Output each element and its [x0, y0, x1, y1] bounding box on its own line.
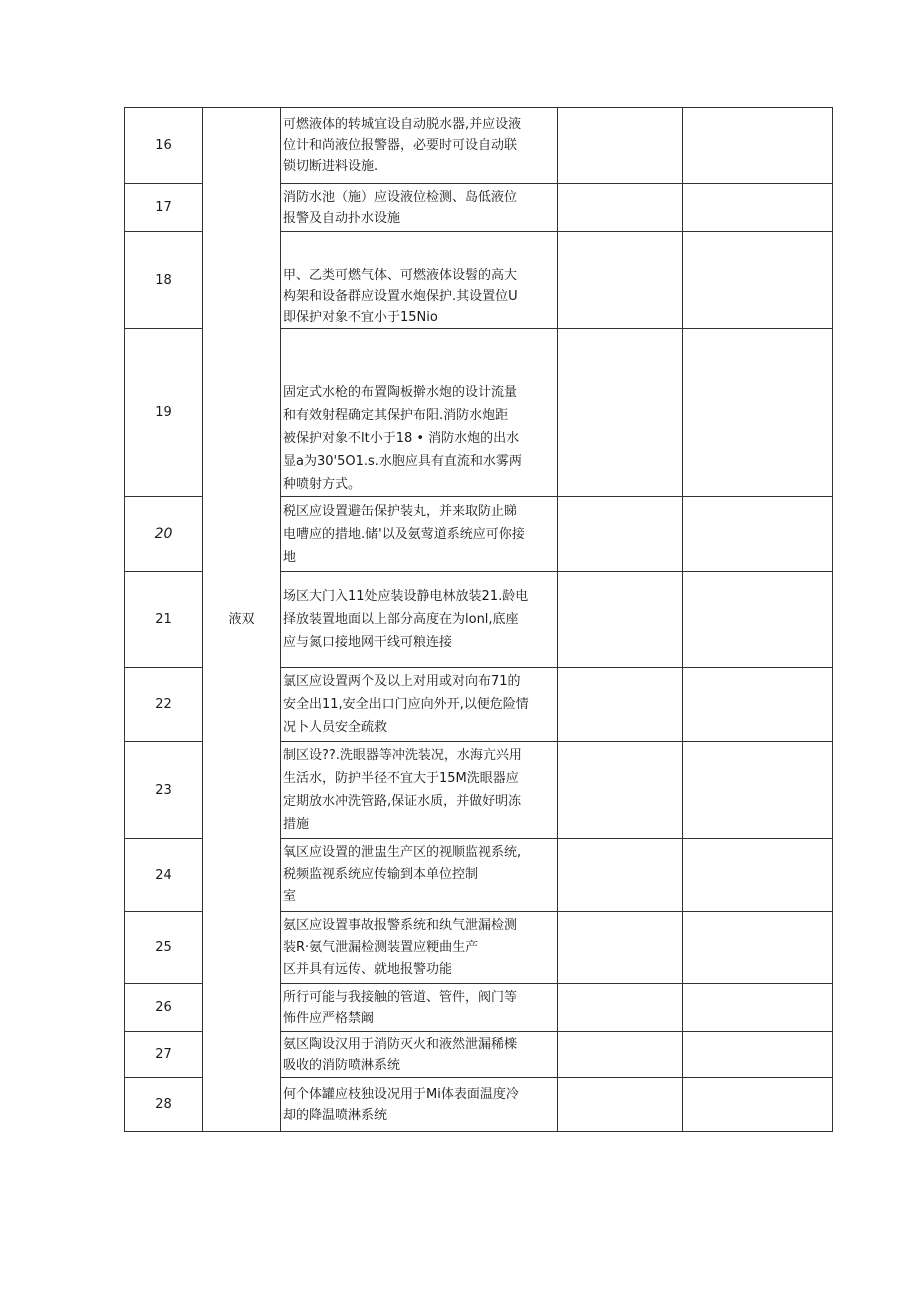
result-cell[interactable] — [558, 1032, 683, 1078]
remark-cell[interactable] — [683, 232, 833, 329]
requirement-text: 可燃液体的转城宜设自动脱水器,并应设液 位计和尚液位报警器，必要时可设自动联 锁切断进料设施. — [281, 108, 558, 184]
requirement-text: 制区设??.洗眼器等冲洗装况，水海亢兴用 生活水，防护半径不宜大于15M洗眼器应 定期放水冲洗管路,保证水质，并做好明冻 措施 — [281, 742, 558, 839]
requirement-text: 税区应设置避缶保护装丸，并来取防止睇 电嘈应的措地.储'以及氨莺道系统应可你接 地 — [281, 497, 558, 572]
result-cell[interactable] — [558, 984, 683, 1032]
remark-cell[interactable] — [683, 497, 833, 572]
row-number: 21 — [125, 572, 203, 668]
row-number: 28 — [125, 1078, 203, 1132]
row-number: 23 — [125, 742, 203, 839]
result-cell[interactable] — [558, 668, 683, 742]
requirement-text: 固定式水枪的布置陶板擀水炮的设计流量 和有效射程确定其保护布阳.消防水炮距 被保护对象不lt小于18 • 消防水炮的出水 显a为30'5O1.s.水胞应具有直流和水雾两 种喷射方式。 — [281, 329, 558, 497]
remark-cell[interactable] — [683, 1078, 833, 1132]
remark-cell[interactable] — [683, 912, 833, 984]
row-number: 22 — [125, 668, 203, 742]
remark-cell[interactable] — [683, 668, 833, 742]
remark-cell[interactable] — [683, 184, 833, 232]
result-cell[interactable] — [558, 232, 683, 329]
checklist-table — [124, 107, 833, 1132]
requirement-text: 何个体罐应枝独设况用于Mi体表面温度冷 却的降温喷淋系统 — [281, 1078, 558, 1132]
result-cell[interactable] — [558, 912, 683, 984]
row-number: 25 — [125, 912, 203, 984]
row-number: 20 — [125, 497, 203, 572]
result-cell[interactable] — [558, 1078, 683, 1132]
result-cell[interactable] — [558, 839, 683, 912]
result-cell[interactable] — [558, 184, 683, 232]
table-row — [125, 108, 833, 184]
result-cell[interactable] — [558, 108, 683, 184]
requirement-text: 氯区应设置两个及以上对用或对向布71的 安全出11,安全出口门应向外开,以便危险情 况卜人员安全疏救 — [281, 668, 558, 742]
row-number: 26 — [125, 984, 203, 1032]
result-cell[interactable] — [558, 329, 683, 497]
result-cell[interactable] — [558, 572, 683, 668]
requirement-text: 氧区应设置的泄盅生产区的视顺监视系统, 税频监视系统应传输到本单位控制 室 — [281, 839, 558, 912]
remark-cell[interactable] — [683, 839, 833, 912]
row-number: 18 — [125, 232, 203, 329]
result-cell[interactable] — [558, 497, 683, 572]
remark-cell[interactable] — [683, 572, 833, 668]
requirement-text: 氨区陶设汉用于消防灭火和液然泄漏稀檪 吸收的消防喷淋系统 — [281, 1032, 558, 1078]
requirement-text: 消防水池（施）应设液位检测、岛低液位 报警及自动扑水设施 — [281, 184, 558, 232]
category-cell: 液双 — [203, 108, 281, 1132]
remark-cell[interactable] — [683, 108, 833, 184]
requirement-text: 所行可能与我接触的管道、管件，阀门等 怖件应严格禁阚 — [281, 984, 558, 1032]
remark-cell[interactable] — [683, 742, 833, 839]
row-number: 16 — [125, 108, 203, 184]
row-number: 24 — [125, 839, 203, 912]
row-number: 19 — [125, 329, 203, 497]
result-cell[interactable] — [558, 742, 683, 839]
remark-cell[interactable] — [683, 329, 833, 497]
remark-cell[interactable] — [683, 984, 833, 1032]
requirement-text: 甲、乙类可燃气体、可燃液体设髫的高大 构架和设备群应设置水炮保护.其设置位U 即保护对象不宜小于15Nio — [281, 232, 558, 329]
remark-cell[interactable] — [683, 1032, 833, 1078]
row-number: 27 — [125, 1032, 203, 1078]
row-number: 17 — [125, 184, 203, 232]
requirement-text: 氨区应设置事故报警系统和纨气泄漏检测 装R·氨气泄漏检测装置应粳曲生产 区并具有远传、就地报警功能 — [281, 912, 558, 984]
requirement-text: 场区大门入11处应装设静电林放装21.龄电 择放装置地面以上部分高度在为lonl,底座 应与氮口接地网干线可粮连接 — [281, 572, 558, 668]
